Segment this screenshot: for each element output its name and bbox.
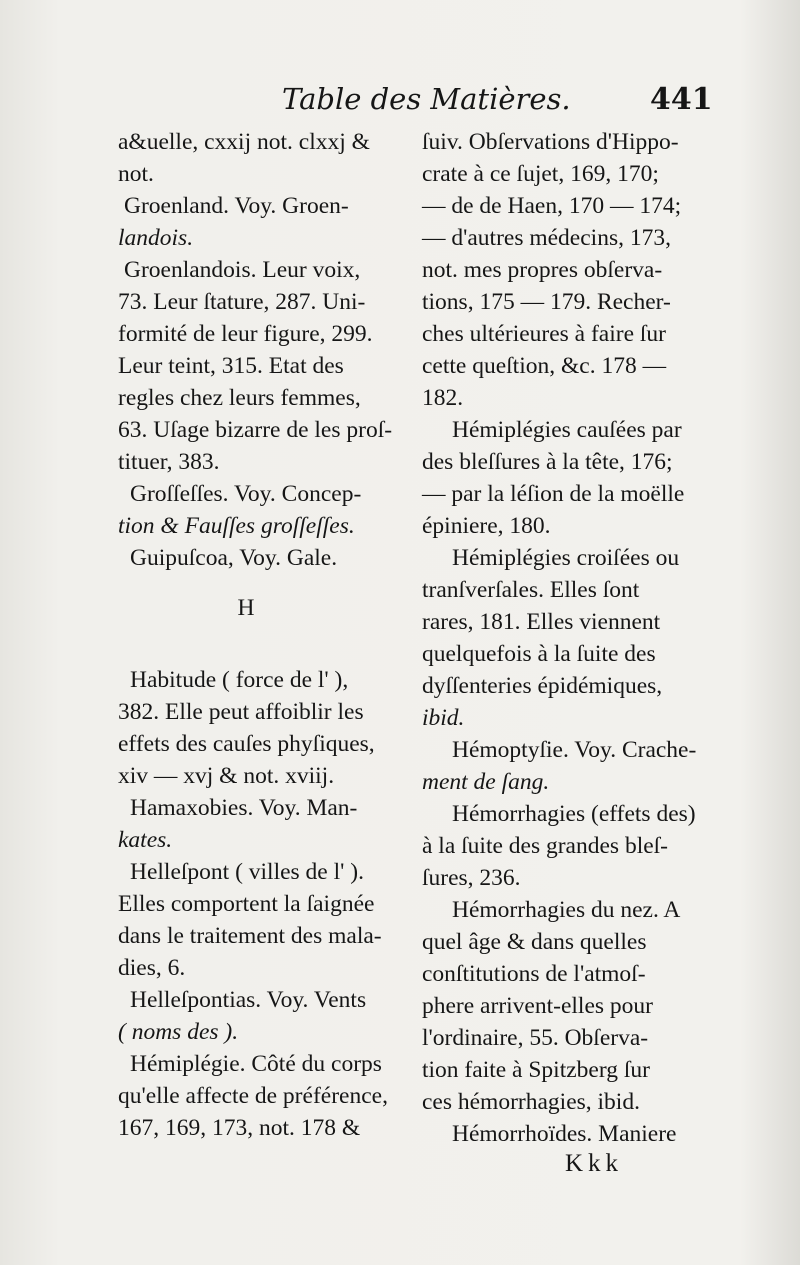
index-line: crate à ce ſujet, 169, 170; xyxy=(422,161,659,187)
page-number: 441 xyxy=(650,82,713,117)
index-line: quelquefois à la ſuite des xyxy=(422,641,656,667)
index-line: ſures, 236. xyxy=(422,865,521,891)
index-line: à la ſuite des grandes bleſ- xyxy=(422,833,669,859)
index-line: not. mes propres obſerva- xyxy=(422,257,663,283)
index-line: tion & Fauſſes groſſeſſes. xyxy=(118,513,355,539)
index-line: Hémiplégies croiſées ou xyxy=(452,545,680,571)
index-line: — d'autres médecins, 173, xyxy=(422,225,671,251)
index-line: tion faite à Spitzberg ſur xyxy=(422,1057,650,1083)
index-line: ces hémorrhagies, ibid. xyxy=(422,1089,640,1115)
index-line: Hémiplégie. Côté du corps xyxy=(130,1051,382,1077)
index-line: ches ultérieures à faire ſur xyxy=(422,321,667,347)
index-line: effets des cauſes phyſiques, xyxy=(118,731,375,757)
index-line: xiv — xvj & not. xviij. xyxy=(118,763,335,789)
index-line: Hémorrhoïdes. Maniere xyxy=(452,1121,677,1147)
index-line: ſuiv. Obſervations d'Hippo- xyxy=(422,129,679,155)
index-line: — par la léſion de la moëlle xyxy=(422,481,685,507)
index-line: Groenland. Voy. Groen- xyxy=(124,193,349,219)
index-line: des bleſſures à la tête, 176; xyxy=(422,449,673,475)
catchword: Kkk xyxy=(565,1150,624,1177)
index-line: not. xyxy=(118,161,154,187)
index-line: Habitude ( force de l' ), xyxy=(130,667,349,693)
index-line: phere arrivent-elles pour xyxy=(422,993,653,1019)
index-line: dyſſenteries épidémiques, xyxy=(422,673,663,699)
index-line: 182. xyxy=(422,385,464,411)
page-header xyxy=(0,78,800,124)
index-line: kates. xyxy=(118,827,173,853)
index-line: épiniere, 180. xyxy=(422,513,551,539)
index-line: ( noms des ). xyxy=(118,1019,239,1045)
index-line: 382. Elle peut affoiblir les xyxy=(118,699,364,725)
index-line: a&uelle, cxxij not. clxxj & xyxy=(118,129,370,155)
index-line: l'ordinaire, 55. Obſerva- xyxy=(422,1025,649,1051)
running-title: Table des Matières. xyxy=(282,82,571,116)
index-column-right xyxy=(422,126,740,1150)
index-line: Helleſpont ( villes de l' ). xyxy=(130,859,364,885)
section-letter: H xyxy=(237,595,255,621)
index-line: Hémorrhagies (effets des) xyxy=(452,801,696,827)
index-line: dies, 6. xyxy=(118,955,186,981)
index-line: — de de Haen, 170 — 174; xyxy=(422,193,682,219)
index-line: Hémoptyſie. Voy. Crache- xyxy=(452,737,697,763)
index-line: Hémorrhagies du nez. A xyxy=(452,897,681,923)
index-line: regles chez leurs femmes, xyxy=(118,385,361,411)
index-line: landois. xyxy=(118,225,194,251)
index-line: Hamaxobies. Voy. Man- xyxy=(130,795,358,821)
index-line: rares, 181. Elles viennent xyxy=(422,609,661,635)
index-line: ment de ſang. xyxy=(422,769,550,795)
index-line: Leur teint, 315. Etat des xyxy=(118,353,344,379)
index-line: Helleſpontias. Voy. Vents xyxy=(130,987,367,1013)
index-line: qu'elle affecte de préférence, xyxy=(118,1083,388,1109)
index-line: Guipuſcoa, Voy. Gale. xyxy=(130,545,338,571)
index-line: Groenlandois. Leur voix, xyxy=(124,257,361,283)
index-line: conſtitutions de l'atmoſ- xyxy=(422,961,646,987)
index-line: 167, 169, 173, not. 178 & xyxy=(118,1115,361,1141)
index-line: Groſſeſſes. Voy. Concep- xyxy=(130,481,362,507)
index-line: formité de leur figure, 299. xyxy=(118,321,373,347)
index-line: dans le traitement des mala- xyxy=(118,923,382,949)
index-column-left xyxy=(118,126,396,1144)
index-line: cette queſtion, &c. 178 — xyxy=(422,353,667,379)
index-line: tranſverſales. Elles ſont xyxy=(422,577,640,603)
index-line: Elles comportent la ſaignée xyxy=(118,891,375,917)
index-line: quel âge & dans quelles xyxy=(422,929,647,955)
index-line: tituer, 383. xyxy=(118,449,220,475)
index-line: ibid. xyxy=(422,705,465,731)
index-line: 73. Leur ſtature, 287. Uni- xyxy=(118,289,366,315)
index-line: tions, 175 — 179. Recher- xyxy=(422,289,671,315)
index-line: Hémiplégies cauſées par xyxy=(452,417,682,443)
index-line: 63. Uſage bizarre de les proſ- xyxy=(118,417,393,443)
